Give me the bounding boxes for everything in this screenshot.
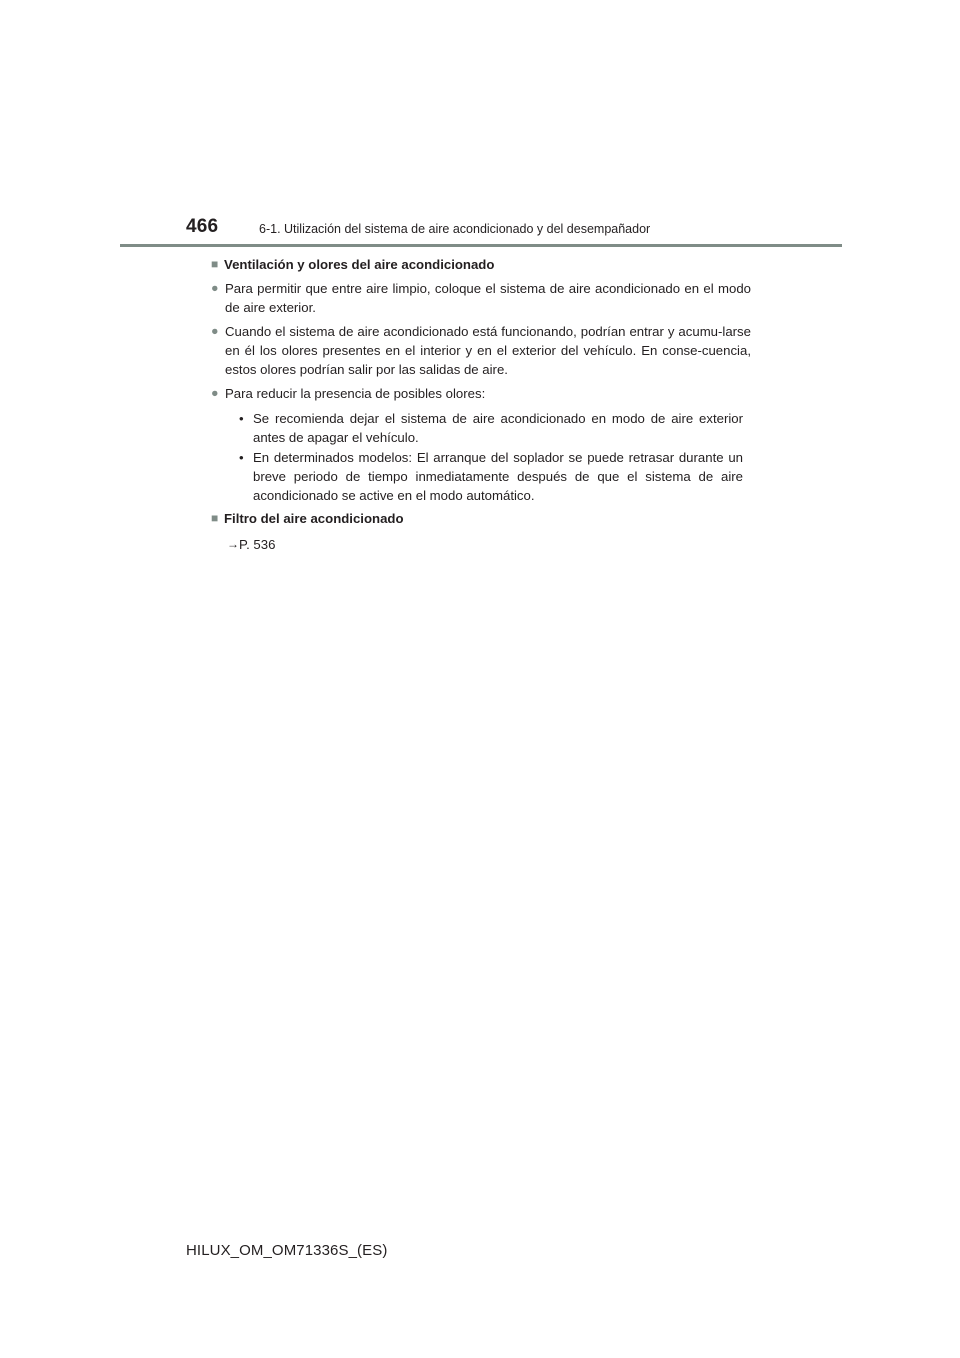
square-bullet-icon: ■ [211,256,219,271]
list-item-text: Cuando el sistema de aire acondicionado está funcionando, podrían entrar y acumu-larse en él los olores presentes en el interior y en el exterior del vehículo. En conse-cuencia, estos olores podrían salir por las salidas de aire. [225,324,751,377]
list-item [211,384,751,403]
page-reference-link[interactable] [227,535,751,554]
header-divider [120,244,842,247]
small-bullet-icon: • [239,450,244,465]
page-content [211,255,751,554]
sub-list [211,409,751,505]
manual-code: HILUX_OM_OM71336S_(ES) [186,1242,388,1259]
section-title: 6-1. Utilización del sistema de aire acondicionado y del desempañador [259,222,651,236]
page-number: 466 [186,216,219,237]
section-heading [211,255,751,274]
circle-bullet-icon: ● [211,385,219,400]
sub-item-text: Se recomienda dejar el sistema de aire acondicionado en modo de aire exterior antes de apagar el vehículo. [253,411,743,445]
sub-item-text: En determinados modelos: El arranque del soplador se puede retrasar durante un breve periodo de tiempo inmediatamente después de que el sistema de aire acondicionado se active en el modo automático. [253,450,743,503]
arrow-right-icon: → [227,537,239,551]
circle-bullet-icon: ● [211,323,219,338]
list-item [211,322,751,379]
sub-list-item [239,448,751,505]
list-item-text: Para permitir que entre aire limpio, coloque el sistema de aire acondicionado en el modo de aire exterior. [225,281,751,315]
circle-bullet-icon: ● [211,280,219,295]
small-bullet-icon: • [239,411,244,426]
page-reference-text: P. 536 [239,537,276,552]
list-item [211,279,751,317]
list-item-text: Para reducir la presencia de posibles olores: [225,386,486,401]
square-bullet-icon: ■ [211,510,219,525]
page-header [0,0,960,250]
heading-text: Filtro del aire acondicionado [224,511,404,526]
section-heading [211,509,751,528]
sub-list-item [239,409,751,447]
heading-text: Ventilación y olores del aire acondicionado [224,257,495,272]
